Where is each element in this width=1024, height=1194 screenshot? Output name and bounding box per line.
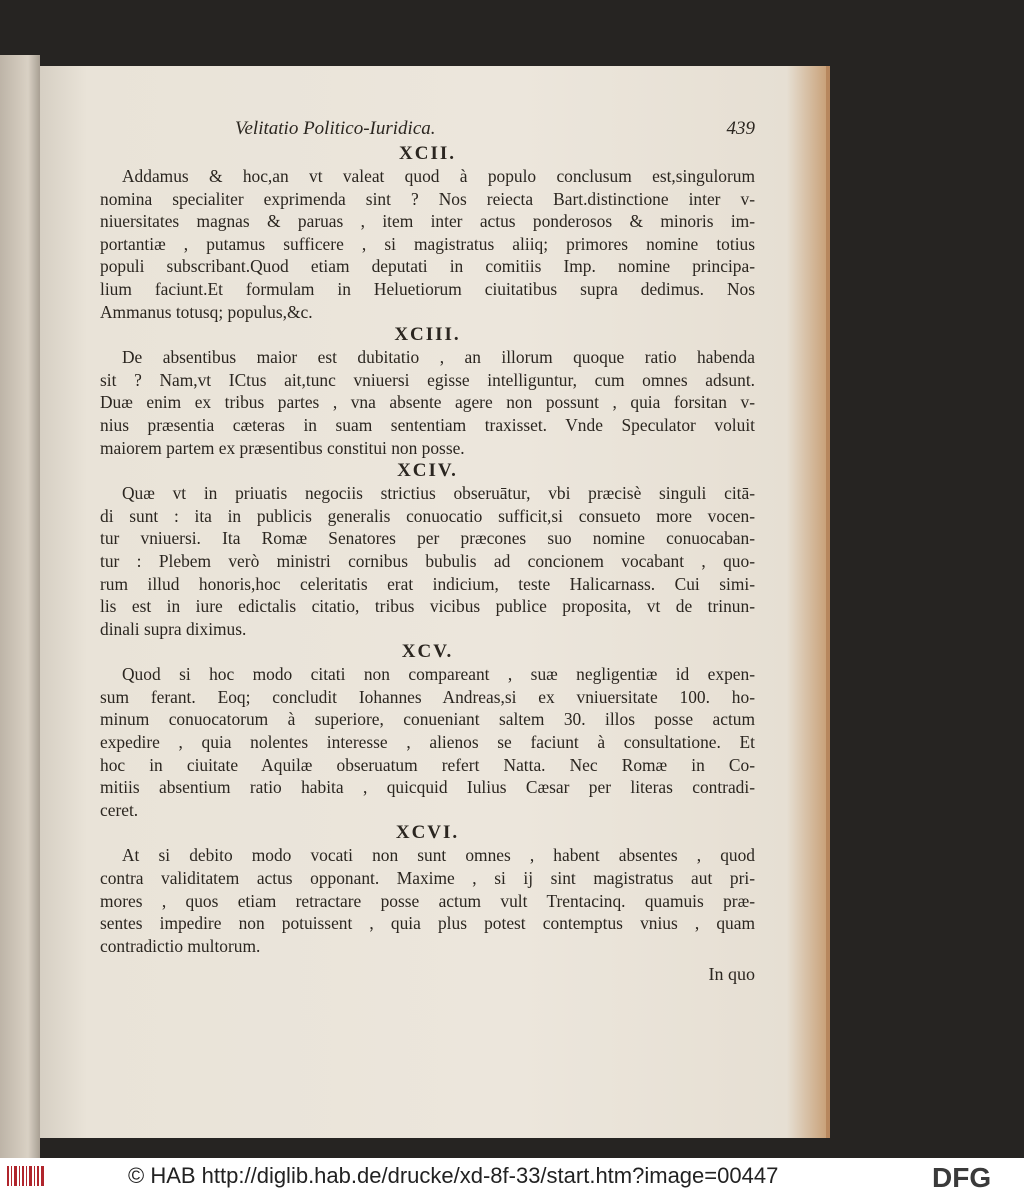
section-paragraph bbox=[100, 165, 755, 323]
text-line: mores , quos etiam retractare posse actum vult Trentacinq. quamuis præ- bbox=[100, 890, 755, 911]
section-paragraph bbox=[100, 844, 755, 957]
section-heading: XCII. bbox=[399, 143, 456, 164]
page-content bbox=[100, 114, 755, 986]
text-line: contra validitatem actus opponant. Maxime , si ij sint magistratus aut pri- bbox=[100, 868, 755, 889]
text-line: lis est in iure edictalis citatio, tribus vicibus publice proposita, vt de trinun- bbox=[100, 596, 755, 617]
text-line: Quod si hoc modo citati non compareant , suæ negligentiæ id expen- bbox=[122, 664, 755, 685]
text-line: Quæ vt in priuatis negociis strictius obseruātur, vbi præcisè singuli citā- bbox=[122, 483, 755, 504]
text-line: hoc in ciuitate Aquilæ obseruatum refert Natta. Nec Romæ in Co- bbox=[100, 754, 755, 775]
text-line: nomina specialiter exprimenda sint ? Nos reiecta Bart.distinctione inter v- bbox=[100, 188, 755, 209]
barcode-icon bbox=[6, 1164, 46, 1188]
text-line: Duæ enim ex tribus partes , vna absente agere non possunt , quia forsitan v- bbox=[100, 392, 755, 413]
text-line: contradictio multorum. bbox=[100, 935, 261, 956]
text-line: nius præsentia cæteras in suam sententiam traxisset. Vnde Speculator voluit bbox=[100, 414, 755, 435]
text-line: portantiæ , putamus sufficere , si magistratus aliiq; primores nomine totius bbox=[100, 233, 755, 254]
svg-text:DFG: DFG bbox=[932, 1164, 992, 1190]
text-line: ceret. bbox=[100, 799, 139, 820]
text-line: maiorem partem ex præsentibus constitui non posse. bbox=[100, 437, 465, 458]
text-line: De absentibus maior est dubitatio , an illorum quoque ratio habenda bbox=[122, 347, 755, 368]
text-line: rum illud honoris,hoc celeritatis erat indicium, teste Halicarnass. Cui simi- bbox=[100, 573, 755, 594]
text-line: expedire , quia nolentes interesse , alienos se faciunt à consultatione. Et bbox=[100, 732, 755, 753]
section-paragraph bbox=[100, 663, 755, 821]
text-line: di sunt : ita in publicis generalis conuocatio sufficit,si consueto more vocen- bbox=[100, 505, 755, 526]
section-paragraph bbox=[100, 346, 755, 459]
text-line: sentes impedire non potuissent , quia plus potest contemptus vnius , quam bbox=[100, 913, 755, 934]
text-line: mitiis absentium ratio habita , quicquid Iulius Cæsar per literas contradi- bbox=[100, 777, 755, 798]
catchword: In quo bbox=[708, 964, 755, 985]
text-line: niuersitates magnas & paruas , item inter actus ponderosos & minoris im- bbox=[100, 211, 755, 232]
section-96 bbox=[100, 821, 755, 957]
copyright-link[interactable]: © HAB http://diglib.hab.de/drucke/xd-8f-33/start.htm?image=00447 bbox=[128, 1163, 779, 1188]
section-93 bbox=[100, 323, 755, 459]
section-95 bbox=[100, 640, 755, 821]
text-line: sit ? Nam,vt ICtus ait,tunc vniuersi egisse intelliguntur, cum omnes adsunt. bbox=[100, 369, 755, 390]
text-line: Addamus & hoc,an vt valeat quod à populo conclusum est,singulorum bbox=[122, 166, 755, 186]
page-number: 439 bbox=[726, 118, 755, 139]
section-heading: XCVI. bbox=[395, 822, 460, 844]
text-line: sum ferant. Eoq; concludit Iohannes Andreas,si ex vniuersitate 100. ho- bbox=[100, 686, 755, 707]
text-line: Ammanus totusq; populus,&c. bbox=[100, 301, 313, 322]
left-page-edge bbox=[0, 55, 40, 1158]
running-head bbox=[100, 114, 755, 142]
running-title: Velitatio Politico-Iuridica. bbox=[235, 118, 436, 139]
text-line: populi subscribant.Quod etiam deputati in comitiis Imp. nomine principa- bbox=[100, 256, 755, 277]
footer-bar bbox=[0, 1158, 1024, 1194]
text-line: tur vniuersi. Ita Romæ Senatores per præcones suo nomine conuocaban- bbox=[100, 528, 755, 549]
section-heading: XCIII. bbox=[394, 324, 461, 346]
section-paragraph bbox=[100, 482, 755, 640]
text-line: minum conuocatorum à superiore, conueniant saltem 30. illos posse actum bbox=[100, 709, 755, 730]
dfg-logo bbox=[932, 1164, 1016, 1190]
text-line: dinali supra diximus. bbox=[100, 618, 247, 639]
section-heading: XCV. bbox=[401, 641, 454, 663]
section-92 bbox=[100, 142, 755, 323]
book-page bbox=[40, 66, 826, 1138]
section-heading: XCIV. bbox=[397, 460, 458, 482]
text-line: tur : Plebem verò ministri cornibus bubulis ad concionem vocabant , quo- bbox=[100, 550, 755, 571]
section-94 bbox=[100, 459, 755, 640]
text-line: At si debito modo vocati non sunt omnes , habent absentes , quod bbox=[122, 845, 755, 866]
text-line: lium faciunt.Et formulam in Heluetiorum ciuitatibus supra dedimus. Nos bbox=[100, 278, 755, 299]
